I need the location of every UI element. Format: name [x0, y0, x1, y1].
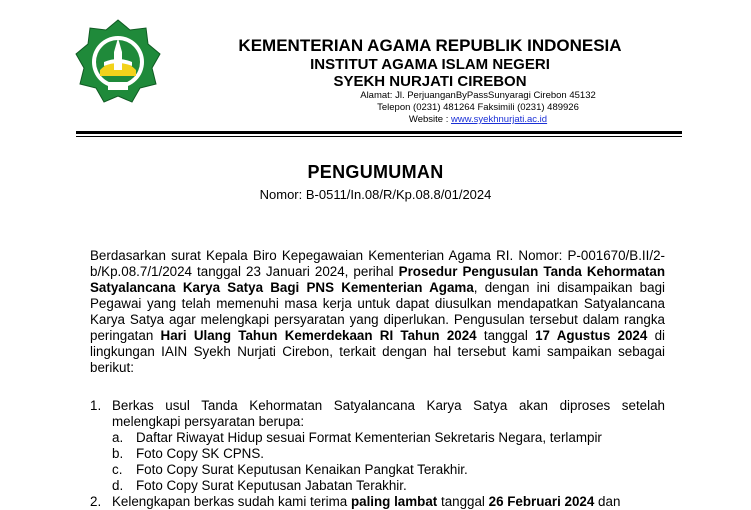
sub-text: Foto Copy Surat Keputusan Jabatan Terakhir.	[136, 478, 407, 493]
header-rule-thin	[76, 136, 682, 137]
list-number: 1.	[90, 398, 102, 413]
para-text-4: di lingkungan IAIN Syekh Nurjati Cirebon, terkait dengan hal tersebut kami sampaikan sebagai berikut:	[90, 328, 665, 375]
sub-text: Foto Copy SK CPNS.	[136, 446, 265, 461]
para-bold-1: Prosedur Pengusulan Tanda Kehormatan Satyalancana Karya Satya Bagi PNS Kementerian Agama	[90, 264, 665, 295]
website-link[interactable]: www.syekhnurjati.ac.id	[450, 114, 548, 125]
list-item-bold: 26 Februari 2024	[488, 494, 595, 509]
sub-item	[90, 478, 665, 494]
institution-logo	[74, 18, 162, 110]
announcement-number: Nomor: B-0511/In.08/R/Kp.08.8/01/2024	[259, 187, 492, 202]
list-item-bold: paling lambat	[350, 494, 438, 509]
para-bold-3: 17 Agustus 2024	[535, 328, 648, 343]
requirements-list	[90, 398, 665, 510]
list-item-text: Berkas usul Tanda Kehormatan Satyalancana Karya Satya akan diproses setelah melengkapi persyaratan berupa:	[112, 398, 665, 429]
list-item-text: Kelengkapan berkas sudah kami terima	[112, 494, 351, 509]
list-item	[90, 398, 665, 430]
institute-subname: SYEKH NURJATI CIREBON	[333, 73, 527, 90]
sub-letter: c.	[112, 462, 123, 477]
list-number: 2.	[90, 494, 102, 509]
website-line	[298, 114, 658, 126]
sub-letter: a.	[112, 430, 124, 445]
header-rule-thick	[76, 131, 682, 134]
sub-letter: b.	[112, 446, 124, 461]
sub-item	[90, 430, 665, 446]
para-bold-2: Hari Ulang Tahun Kemerdekaan RI Tahun 2024	[160, 328, 477, 343]
institute-name: INSTITUT AGAMA ISLAM NEGERI	[310, 56, 550, 73]
letterhead	[170, 36, 690, 126]
website-label: Website :	[408, 114, 449, 125]
ministry-name: KEMENTERIAN AGAMA REPUBLIK INDONESIA	[238, 36, 622, 55]
para-text-3: tanggal	[476, 328, 536, 343]
sub-letter: d.	[112, 478, 124, 493]
sub-text: Foto Copy Surat Keputusan Kenaikan Pangkat Terakhir.	[136, 462, 468, 477]
announcement-title: PENGUMUMAN	[307, 162, 444, 182]
list-item-text: dan	[594, 494, 621, 509]
address: Alamat: Jl. PerjuanganByPassSunyaragi Cirebon 45132	[360, 90, 596, 101]
para-text-1: Berdasarkan surat Kepala Biro Kepegawaian Kementerian Agama RI. Nomor: P-001670/B.II/2-b/Kp.08.7/1/2024 tanggal 23 Januari 2024, perihal	[90, 248, 665, 279]
sub-item	[90, 462, 665, 478]
sub-item	[90, 446, 665, 462]
intro-paragraph	[90, 248, 665, 376]
sub-text: Daftar Riwayat Hidup sesuai Format Kementerian Sekretaris Negara, terlampir	[136, 430, 602, 445]
para-text-2: , dengan ini disampaikan bagi Pegawai yang telah memenuhi masa kerja untuk dapat diusulkan mendapatkan Satyalancana Karya Satya agar melengkapi persyaratan yang diperlukan. Pengusulan tersebut dalam rangka peringatan	[90, 280, 665, 343]
list-item	[90, 494, 665, 510]
phone: Telepon (0231) 481264 Faksimili (0231) 489926	[377, 102, 579, 113]
list-item-text: tanggal	[437, 494, 489, 509]
